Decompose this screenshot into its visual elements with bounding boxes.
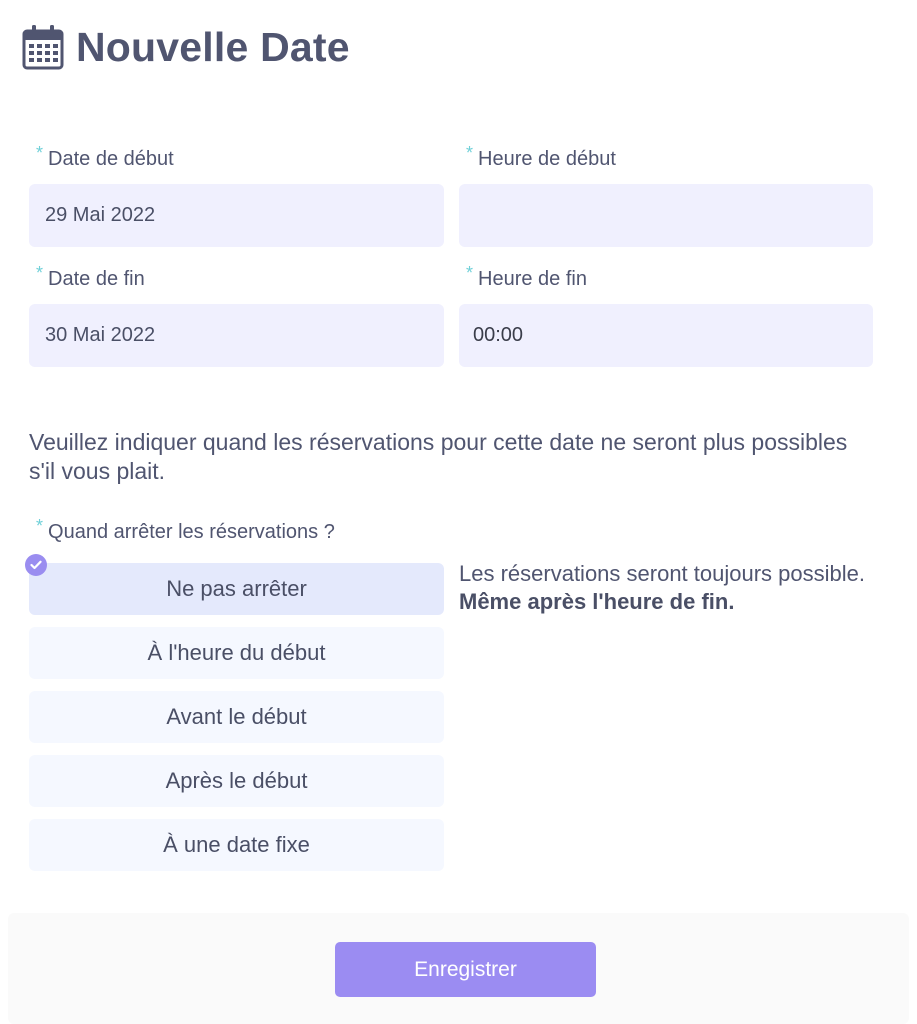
start-date-label — [36, 143, 174, 171]
start-date-label-text: Date de début — [48, 148, 174, 170]
calendar-icon — [22, 24, 64, 70]
option-description-bold: Même après l'heure de fin. — [459, 589, 735, 614]
booking-info-text: Veuillez indiquer quand les réservations pour cette date ne seront plus possibles s'il vous plait. — [29, 429, 848, 484]
required-marker: * — [36, 516, 44, 536]
option-label: Avant le début — [166, 704, 307, 729]
required-marker: * — [36, 143, 44, 163]
start-date-input[interactable] — [29, 184, 444, 247]
stop-bookings-options — [29, 563, 444, 883]
stop-bookings-label-text: Quand arrêter les réservations ? — [48, 521, 335, 543]
option-label: Après le début — [165, 768, 308, 793]
end-date-input[interactable] — [29, 304, 444, 367]
option-before-start[interactable] — [29, 691, 444, 743]
stop-bookings-label — [36, 516, 335, 544]
required-marker: * — [466, 143, 474, 163]
check-circle-icon — [25, 554, 47, 576]
option-label: Ne pas arrêter — [166, 576, 307, 601]
option-description — [459, 560, 899, 616]
start-time-label — [466, 143, 616, 171]
option-at-start-time[interactable] — [29, 627, 444, 679]
page-title: Nouvelle Date — [76, 23, 350, 70]
end-time-input[interactable] — [459, 304, 873, 367]
save-button[interactable]: Enregistrer — [335, 942, 596, 997]
end-time-label-text: Heure de fin — [478, 268, 587, 290]
option-after-start[interactable] — [29, 755, 444, 807]
start-time-label-text: Heure de début — [478, 148, 616, 170]
required-marker: * — [466, 263, 474, 283]
page-header — [22, 22, 350, 72]
end-date-label-text: Date de fin — [48, 268, 145, 290]
end-date-label — [36, 263, 145, 291]
option-fixed-date[interactable] — [29, 819, 444, 871]
option-label: À une date fixe — [163, 832, 310, 857]
option-description-text: Les réservations seront toujours possible. — [459, 561, 865, 586]
required-marker: * — [36, 263, 44, 283]
start-time-input[interactable] — [459, 184, 873, 247]
option-label: À l'heure du début — [147, 640, 326, 665]
option-never-stop[interactable] — [29, 563, 444, 615]
end-time-label — [466, 263, 587, 291]
